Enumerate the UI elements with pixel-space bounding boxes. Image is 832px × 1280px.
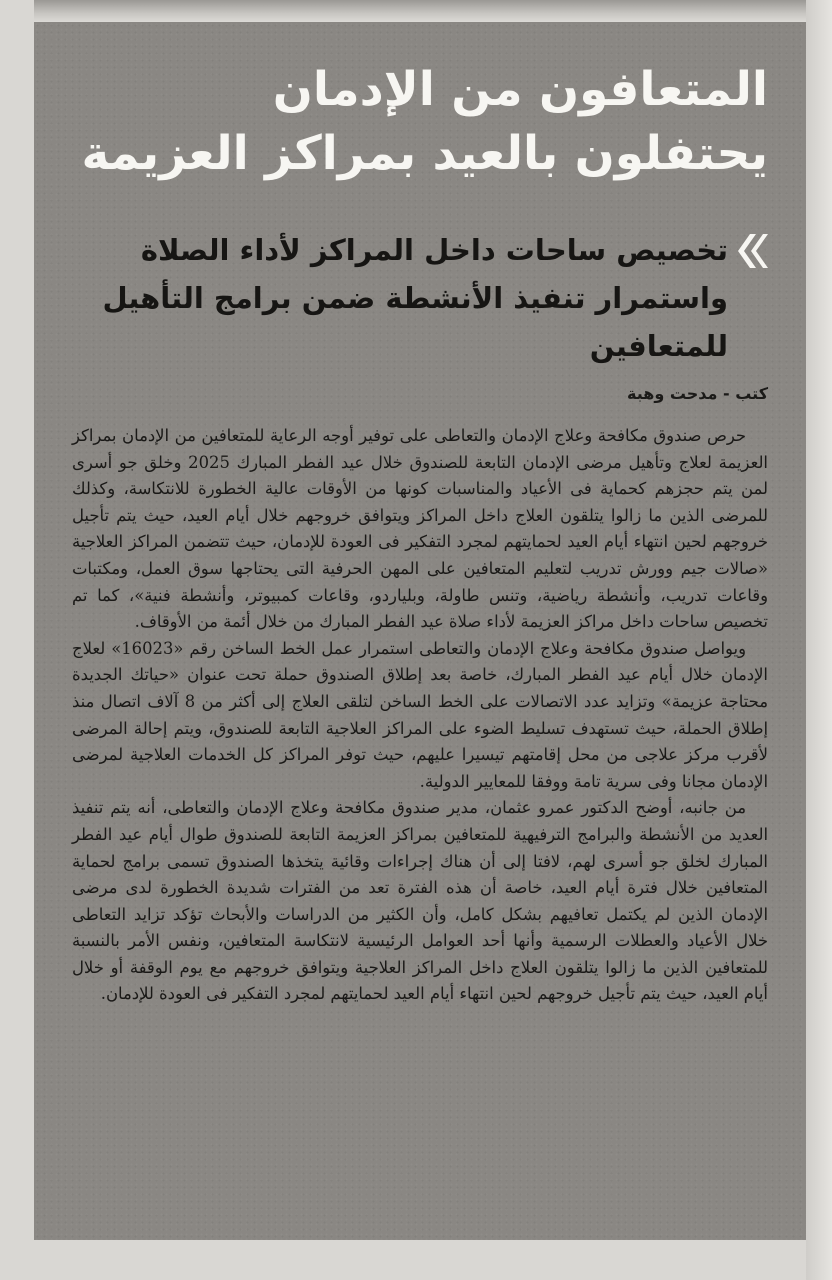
byline: كتب - مدحت وهبة <box>626 384 768 403</box>
article-panel <box>34 22 806 1240</box>
article-body <box>72 423 768 1008</box>
subheadline: تخصيص ساحات داخل المراكز لأداء الصلاة واستمرار تنفيذ الأنشطة ضمن برامج التأهيل للمتعافين <box>102 233 728 363</box>
paragraph: من جانبه، أوضح الدكتور عمرو عثمان، مدير صندوق مكافحة وعلاج الإدمان والتعاطى، أنه يتم تنفيذ العديد من الأنشطة والبرامج الترفيهية للمتعافين بمراكز العزيمة التابعة للصندوق طوال أيام عيد الفطر المبارك لخلق جو أسرى لهم، لافتا إلى أن هناك إجراءات وقائية يتخذها الصندوق تسمى برامج لحماية المتعافين خلال فترة أيام العيد، خاصة أن هذه الفترة تعد من الفترات شديدة الخطورة لدى مرضى الإدمان الذين لم يكتمل تعافيهم بشكل كامل، وأن الكثير من الدراسات والأبحاث تؤكد تزايد التعاطى خلال الأعياد والعطلات الرسمية وأنها أحد العوامل الرئيسية لانتكاسة المتعافين، ونفس الأمر بالنسبة للمتعافين الذين ما زالوا يتلقون العلاج داخل المراكز العلاجية ويتوافق خروجهم مع يوم الوقفة أو خلال أيام العيد، حيث يتم تأجيل خروجهم لحين انتهاء أيام العيد لحمايتهم لمجرد التفكير فى العودة للإدمان. <box>72 798 768 1004</box>
double-chevron-icon <box>734 230 768 272</box>
paragraph: حرص صندوق مكافحة وعلاج الإدمان والتعاطى على توفير أوجه الرعاية للمتعافين من الإدمان بمراكز العزيمة لعلاج وتأهيل مرضى الإدمان التابعة للصندوق خلال عيد الفطر المبارك 2025 وخلق جو أسرى لمن يتم حجزهم كحماية فى الأعياد والمناسبات كونها من الأوقات عالية الخطورة للانتكاسة، وكذلك للمرضى الذين ما زالوا يتلقون العلاج داخل المراكز ويتوافق خروجهم خلال أيام العيد، حيث يتم تأجيل خروجهم لحين انتهاء أيام العيد لحمايتهم لمجرد التفكير فى العودة للإدمان، حيث تتضمن المراكز العلاجية «صالات جيم وورش تدريب لتعليم المتعافين على المهن الحرفية التى يحتاجها سوق العمل، ومكتبات وقاعات تدريب، وأنشطة رياضية، وتنس طاولة، وبلياردو، وقاعات كمبيوتر، وأنشطة فنية»، كما تم تخصيص ساحات داخل مراكز العزيمة لأداء صلاة عيد الفطر المبارك من خلال أئمة من الأوقاف. <box>72 426 768 632</box>
top-photo-edge <box>34 0 810 22</box>
headline: المتعافون من الإدمان يحتفلون بالعيد بمراكز العزيمة <box>81 62 768 181</box>
subheadline-block <box>72 226 768 370</box>
page-edge <box>806 0 832 1280</box>
paragraph: ويواصل صندوق مكافحة وعلاج الإدمان والتعاطى استمرار عمل الخط الساخن رقم «16023» لعلاج الإدمان خلال أيام عيد الفطر المبارك، خاصة بعد إطلاق الصندوق حملة تحت عنوان «حياتك الجديدة محتاجة عزيمة» وتزايد عدد الاتصالات على الخط الساخن لتلقى العلاج إلى أكثر من 8 آلاف اتصال منذ إطلاق الحملة، حيث تستهدف تسليط الضوء على المراكز العلاجية التابعة للصندوق، ويتم إحالة المرضى لأقرب مركز علاجى من محل إقامتهم تيسيرا عليهم، حيث توفر المراكز كل الخدمات العلاجية لمرضى الإدمان مجانا وفى سرية تامة ووفقا للمعايير الدولية. <box>72 638 768 791</box>
